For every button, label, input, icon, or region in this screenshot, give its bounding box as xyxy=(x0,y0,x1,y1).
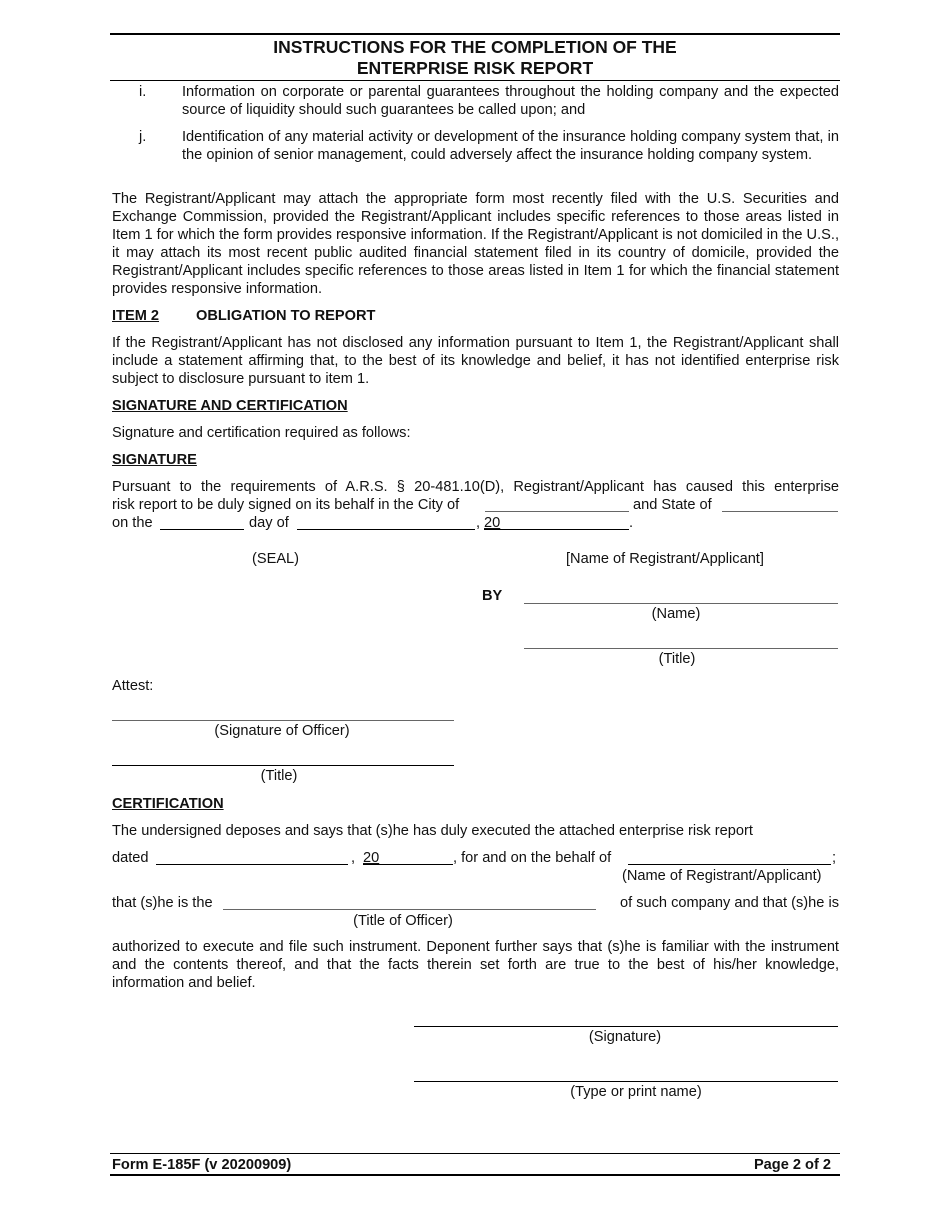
attach-paragraph: The Registrant/Applicant may attach the appropriate form most recently filed with the U.S. Securities and Exchange Commission, provided the Registrant/Applicant includes specific references to those areas listed in Item 1 for which the form provides responsive information. If the Registrant/Applicant is not domiciled in the U.S., it may attach its most recent public audited financial statement filed in its country of domicile, provided the Registrant/Applicant includes specific references to those areas listed in Item 1 for which the financial statement provides responsive information. xyxy=(112,191,839,297)
behalf-input-line[interactable] xyxy=(628,864,831,865)
certification-heading: CERTIFICATION xyxy=(112,796,224,812)
title-caption: (Title) xyxy=(658,651,696,667)
footer-page-number: Page 2 of 2 xyxy=(753,1157,831,1173)
header-top-rule xyxy=(110,33,840,35)
certification-line1: The undersigned deposes and says that (s)he has duly executed the attached enterprise risk report xyxy=(112,823,753,839)
signature-city-label: risk report to be duly signed on its behalf in the City of xyxy=(112,497,460,513)
list-item-i: Information on corporate or parental guarantees throughout the holding company and the expected source of liquidity should such guarantees be called upon; and xyxy=(182,84,839,118)
signature-day-of-label: day of xyxy=(249,515,289,531)
registrant-name-caption: [Name of Registrant/Applicant] xyxy=(566,551,764,567)
item2-label: ITEM 2 xyxy=(112,308,160,324)
certification-that-label: that (s)he is the xyxy=(112,895,213,911)
signature-line1: Pursuant to the requirements of A.R.S. § 20-481.10(D), Registrant/Applicant has caused this enterprise xyxy=(112,479,839,495)
officer-title-line[interactable] xyxy=(112,765,454,766)
list-item-j: Identification of any material activity or development of the insurance holding company system that, in the opinion of senior management, could adversely affect the insurance holding company system. xyxy=(182,129,839,163)
certification-year-prefix: 20 xyxy=(363,850,380,866)
signature-heading: SIGNATURE xyxy=(112,452,197,468)
page-title-line1: INSTRUCTIONS FOR THE COMPLETION OF THE xyxy=(273,37,677,57)
footer-top-rule xyxy=(110,1153,840,1154)
by-signature-line[interactable] xyxy=(524,603,838,604)
print-name-caption: (Type or print name) xyxy=(570,1084,702,1100)
list-marker-j: j. xyxy=(139,129,147,145)
by-label: BY xyxy=(482,588,503,604)
certification-authorized-text: authorized to execute and file such instrument. Deponent further says that (s)he is familiar with the instrument and the contents thereof, and that the facts therein set forth are true to the best of his/her knowledge, information and belief. xyxy=(112,939,839,991)
signature-caption: (Signature) xyxy=(588,1029,662,1045)
officer-title-input-line[interactable] xyxy=(223,909,596,910)
certification-behalf-text: , for and on the behalf of xyxy=(453,850,612,866)
officer-signature-line[interactable] xyxy=(112,720,454,721)
signature-year-prefix: 20 xyxy=(484,515,501,531)
day-input-line[interactable] xyxy=(160,529,244,530)
list-marker-i: i. xyxy=(139,84,147,100)
month-input-line[interactable] xyxy=(297,529,475,530)
officer-title-caption-cert: (Title of Officer) xyxy=(353,913,453,929)
signature-input-line[interactable] xyxy=(414,1026,838,1027)
certification-dated-label: dated xyxy=(112,850,149,866)
registrant-caption: (Name of Registrant/Applicant) xyxy=(622,868,822,884)
header-bottom-rule xyxy=(110,80,840,81)
signature-on-the-label: on the xyxy=(112,515,153,531)
page-title-line2: ENTERPRISE RISK REPORT xyxy=(356,58,594,78)
certification-semicolon: ; xyxy=(832,850,837,866)
signature-period: . xyxy=(629,515,634,531)
sig-cert-intro: Signature and certification required as follows: xyxy=(112,425,411,441)
item2-text: If the Registrant/Applicant has not disclosed any information pursuant to Item 1, the Registrant/Applicant shall include a statement affirming that, to the best of its knowledge and belief, it has not identified enterprise risk subject to disclosure pursuant to item 1. xyxy=(112,335,839,387)
title-signature-line[interactable] xyxy=(524,648,838,649)
print-name-input-line[interactable] xyxy=(414,1081,838,1082)
dated-input-line[interactable] xyxy=(156,864,348,865)
sig-cert-heading: SIGNATURE AND CERTIFICATION xyxy=(112,398,348,414)
name-caption: (Name) xyxy=(651,606,701,622)
footer-form-id: Form E-185F (v 20200909) xyxy=(112,1157,292,1173)
attest-label: Attest: xyxy=(112,678,154,694)
year-input-line[interactable] xyxy=(484,529,629,530)
officer-title-caption: (Title) xyxy=(260,768,298,784)
certification-such-company: of such company and that (s)he is xyxy=(619,895,839,911)
seal-caption: (SEAL) xyxy=(252,551,300,567)
footer-bottom-rule xyxy=(110,1174,840,1176)
certification-comma: , xyxy=(351,850,356,866)
signature-state-label: and State of xyxy=(633,497,712,513)
city-input-line[interactable] xyxy=(485,511,629,512)
cert-year-input-line[interactable] xyxy=(363,864,453,865)
state-input-line[interactable] xyxy=(722,511,838,512)
officer-signature-caption: (Signature of Officer) xyxy=(214,723,350,739)
signature-comma: , xyxy=(476,515,481,531)
item2-heading: OBLIGATION TO REPORT xyxy=(196,308,376,324)
